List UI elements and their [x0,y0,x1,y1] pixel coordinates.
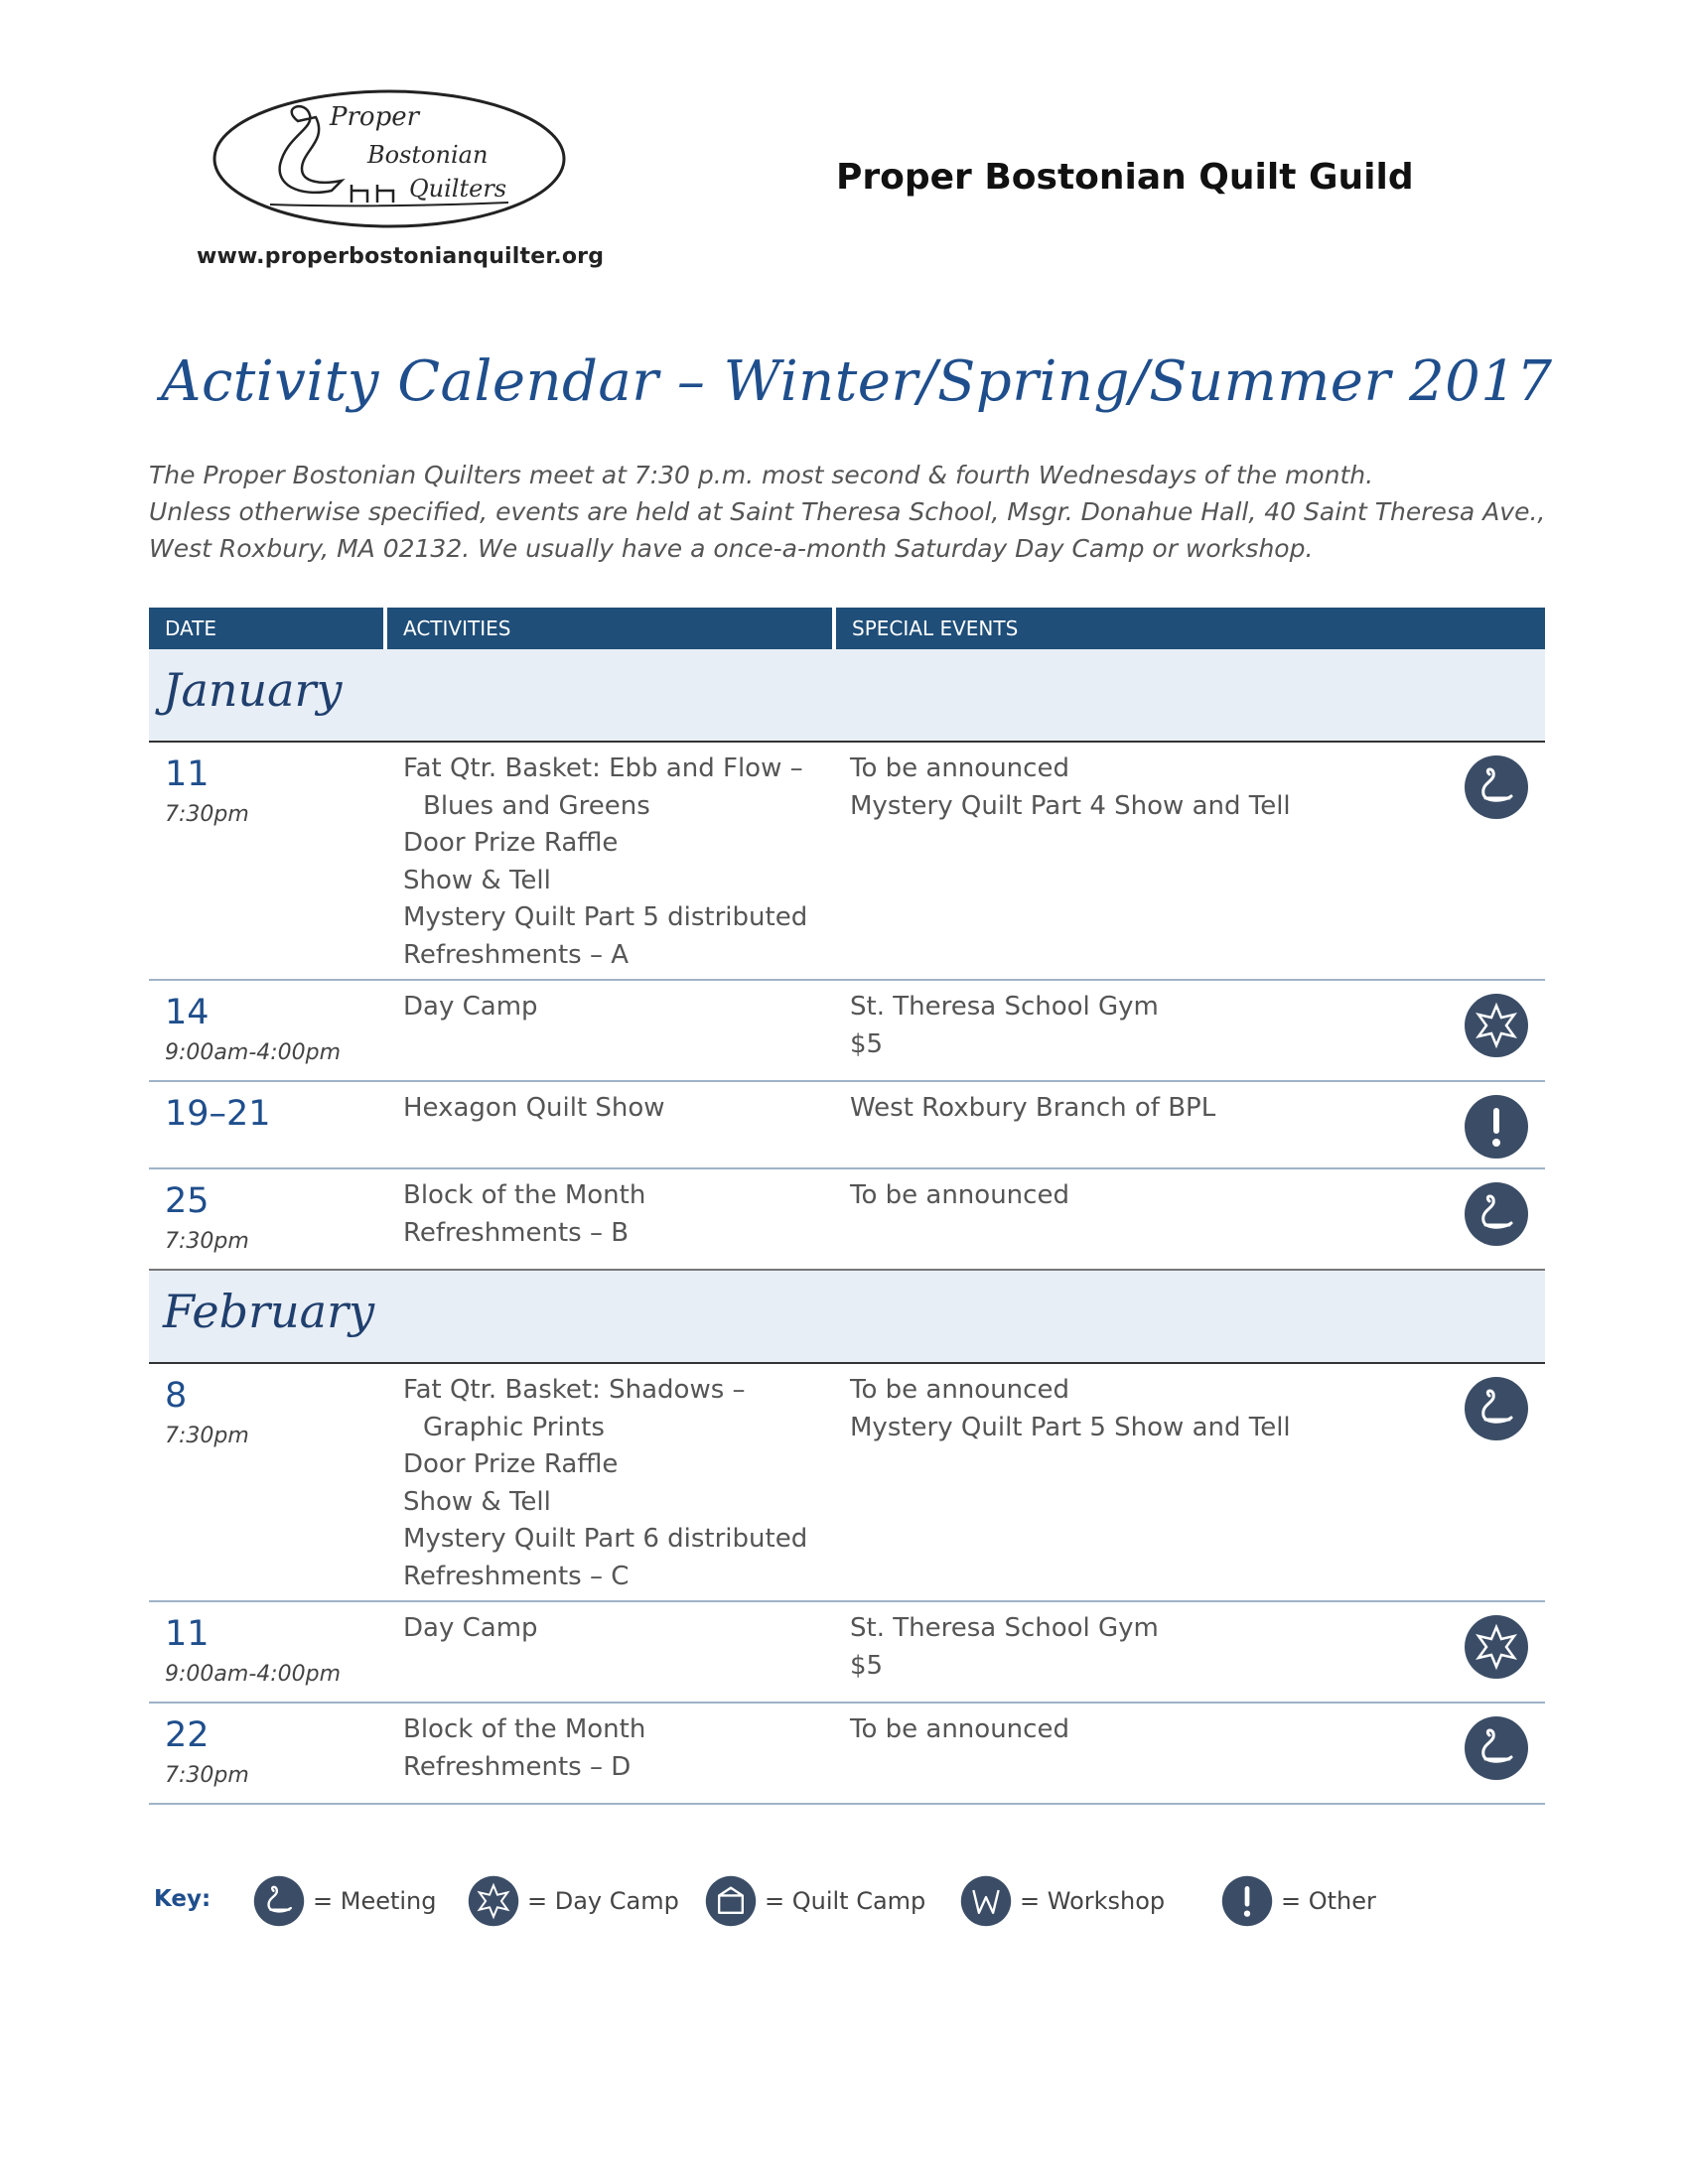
workshop-icon [960,1875,1012,1927]
table-row [149,1364,1545,1602]
table-row [149,981,1545,1082]
activity-line: Block of the Month [403,1714,646,1744]
special-line: Mystery Quilt Part 5 Show and Tell [850,1412,1291,1442]
activity-line: Block of the Month [403,1180,646,1210]
event-special [850,1090,1215,1128]
event-special [850,1372,1291,1446]
table-header [149,608,1545,649]
event-activities [403,1372,807,1595]
activity-line: Fat Qtr. Basket: Shadows – [403,1375,746,1405]
activity-table [149,608,1545,1805]
logo-swan-icon [211,85,568,232]
activity-line: Refreshments – B [403,1217,630,1248]
table-row [149,1169,1545,1271]
special-line: St. Theresa School Gym [850,1613,1159,1643]
table-row [149,743,1545,981]
activity-line: Refreshments – C [403,1561,630,1591]
activity-line: Refreshments – A [403,939,630,970]
guild-name: Proper Bostonian Quilt Guild [836,157,1414,198]
activity-line: Refreshments – D [403,1751,632,1782]
header-activities: ACTIVITIES [387,608,832,649]
other-icon [1221,1875,1273,1927]
event-date: 25 [165,1181,210,1221]
activity-line: Mystery Quilt Part 6 distributed [403,1524,808,1554]
activity-line: Show & Tell [403,1486,551,1517]
logo-line-1: Proper [330,102,420,132]
special-line: To be announced [850,1180,1069,1210]
meeting-icon [1464,1181,1529,1247]
event-activities [403,989,538,1026]
event-special [850,751,1291,825]
event-activities [403,1090,665,1128]
intro-line: Unless otherwise specified, events are held at Saint Theresa School, Msgr. Donahue Hall, 40 Saint Theresa Ave., [149,497,1546,526]
special-line: $5 [850,1650,884,1681]
event-date: 14 [165,993,210,1032]
special-line: To be announced [850,1714,1069,1744]
key-text: = Meeting [313,1887,437,1915]
event-time: 9:00am-4:00pm [165,1662,342,1687]
meeting-icon [1464,754,1529,820]
key-item-other [1221,1874,1376,1928]
month-name: February [163,1285,375,1338]
activity-line: Show & Tell [403,865,551,895]
event-date: 19–21 [165,1094,271,1134]
special-line: $5 [850,1028,884,1059]
key-item-day-camp [468,1874,679,1928]
month-name: January [163,663,343,717]
event-special [850,1711,1069,1749]
event-activities [403,1610,538,1648]
event-date: 22 [165,1715,210,1755]
event-time: 7:30pm [165,1424,249,1448]
meeting-icon [1464,1715,1529,1781]
header-special-events: SPECIAL EVENTS [836,608,1545,649]
event-date: 8 [165,1376,188,1416]
key-text: = Workshop [1020,1887,1166,1915]
key-item-quilt-camp [705,1874,925,1928]
key-item-meeting [253,1874,437,1928]
event-time: 7:30pm [165,1229,249,1254]
event-special [850,989,1159,1063]
website-link[interactable]: www.properbostonianquilter.org [197,244,605,269]
activity-line: Day Camp [403,992,538,1022]
intro-paragraph [149,457,1559,567]
key-text: = Other [1281,1887,1376,1915]
calendar-title: Activity Calendar – Winter/Spring/Summer 2017 [161,349,1553,414]
special-line: To be announced [850,753,1069,783]
event-time: 9:00am-4:00pm [165,1040,342,1065]
special-line: St. Theresa School Gym [850,992,1159,1022]
event-date: 11 [165,1614,210,1654]
activity-line: Hexagon Quilt Show [403,1093,665,1123]
intro-line: West Roxbury, MA 02132. We usually have a once-a-month Saturday Day Camp or workshop. [149,534,1314,563]
special-line: To be announced [850,1375,1069,1405]
activity-line: Door Prize Raffle [403,1449,619,1479]
meeting-icon [1464,1376,1529,1441]
event-activities [403,1711,645,1786]
activity-line: Fat Qtr. Basket: Ebb and Flow – [403,753,803,783]
table-row [149,1602,1545,1704]
activity-line: Door Prize Raffle [403,828,619,858]
logo-line-3: Quilters [409,175,507,203]
month-band-january [149,649,1545,743]
guild-logo [211,85,568,232]
key-item-workshop [960,1874,1165,1928]
header-date: DATE [149,608,383,649]
key-label: Key: [154,1886,211,1912]
special-line: Mystery Quilt Part 4 Show and Tell [850,790,1291,821]
event-time: 7:30pm [165,1763,249,1788]
table-row [149,1082,1545,1169]
event-special [850,1177,1069,1215]
event-special [850,1610,1159,1685]
day-camp-icon [1464,993,1529,1058]
icon-key [154,1874,1445,1928]
key-text: = Quilt Camp [765,1887,926,1915]
special-line: West Roxbury Branch of BPL [850,1093,1216,1123]
event-activities [403,1177,645,1252]
day-camp-icon [468,1875,519,1927]
logo-line-2: Bostonian [367,141,489,169]
intro-line: The Proper Bostonian Quilters meet at 7:30 p.m. most second & fourth Wednesdays of the month. [149,461,1374,489]
key-text: = Day Camp [527,1887,679,1915]
quilt-camp-icon [705,1875,757,1927]
table-row [149,1704,1545,1805]
activity-line: Mystery Quilt Part 5 distributed [403,902,808,932]
activity-line: Day Camp [403,1613,538,1643]
event-date: 11 [165,754,210,794]
activity-line: Blues and Greens [423,790,650,821]
activity-line: Graphic Prints [423,1412,605,1442]
meeting-icon [253,1875,305,1927]
month-band-february [149,1271,1545,1364]
day-camp-icon [1464,1614,1529,1680]
event-time: 7:30pm [165,802,249,827]
other-icon [1464,1094,1529,1160]
event-activities [403,751,807,974]
